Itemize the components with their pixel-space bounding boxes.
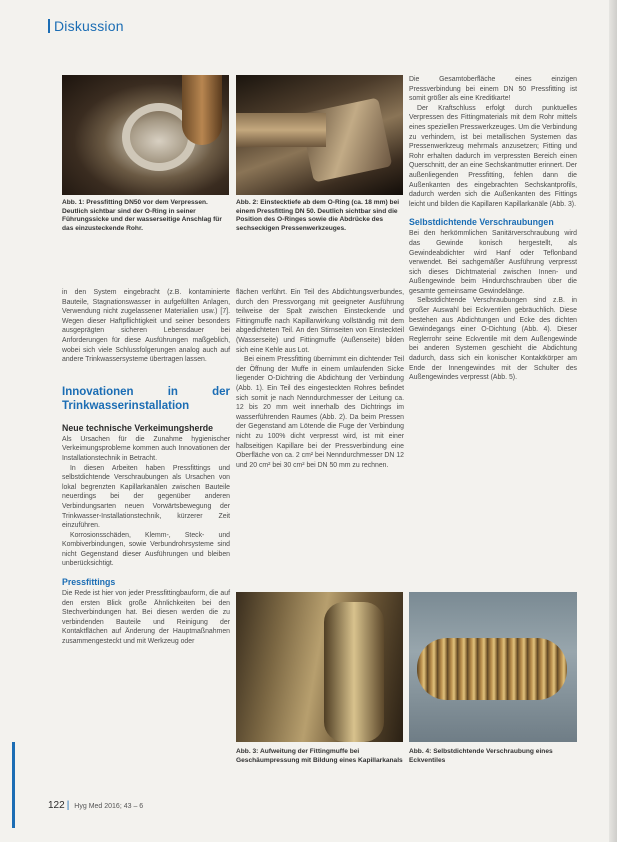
paragraph: Als Ursachen für die Zunahme hygienischer Verkeimungsprobleme kommen auch Innovationen der Installationstechnik in Betracht.: [62, 435, 230, 462]
figure-3-photo: [236, 592, 403, 742]
copper-pipe: [182, 75, 222, 145]
paragraph: In diesen Arbeiten haben Pressfittings und selbstdichtende Verschraubungen als Ursachen von lokal begrenzten Kapillarkanälen zwischen Bauteile neuerdings bei der gegenüber anderen Verbindungsarten neuen Vorwärtsbewegung der Trinkwasser-Installationstechnik, kürzerer Zeit einzuführen.: [62, 464, 230, 530]
paragraph: Die Gesamtoberfläche eines einzigen Pressverbindung bei einem DN 50 Pressfitting ist somit größer als eine Kreditkarte!: [409, 76, 577, 103]
paragraph: Bei einem Pressfitting übernimmt ein dichtender Teil der Öffnung der Muffe in einem umlaufenden Sicke liegender O-Dichtring die Abdichtung der Verbindung (Abb. 1). Ein Teil des eingesteckten Rohres befindet sich somit je nach Nenndurchmesser der Leitung ca. 12 bis 20 mm weit innerhalb des Dichtrings im wasserführenden Raumes (Abb. 2). Da beim Pressen der Gegenstand am Lötende die Fuge der Verbindung nicht zu 100% dicht verpresst wird, ist mit einer halbseitigen Kapillare bei der Pressverbindung eine Oberfläche von ca. 2 cm² bei Nenndurchmesser DN 12 und 20 cm² bei 30 cm² bei DN 50 mm zu rechnen.: [236, 356, 404, 469]
innovation-heading: Innovationen in der Trinkwasserinstallation: [62, 385, 230, 412]
heading-verkeimungsherde: Neue technische Verkeimungsherde: [62, 422, 214, 433]
paragraph: flächen verführt. Ein Teil des Abdichtungsverbundes, durch den Pressvorgang mit geeigneter Ausführung teilweise der Spalt zwischen Einsteckende und Fittingmuffe nach Kapillarwirkung vollständig mit dem abgedichteten Teil. An den Stirnseiten von Einsteckteil (Wasserseite) und Fittingmuffe (Außenseite) bilden sich eine Kehle aus Lot.: [236, 289, 404, 354]
figure-1-caption: Abb. 1: Pressfitting DN50 vor dem Verpressen. Deutlich sichtbar sind der O-Ring in seiner Führungssicke und der wasserseitige Anschlag für das einzusteckende Rohr.: [62, 199, 222, 232]
column-2: [236, 288, 404, 470]
footer-bar: [12, 742, 15, 828]
paragraph: Bei den herkömmlichen Sanitärverschraubung wird das Gewinde konisch hergestellt, als Gewindeabdichter wird Hanf oder Teflonband verwendet. Bei sachgemäßer Ausführung verpresst sich dieses Dichtmaterial zwischen Innen- und Außengewinde beim Hindurchschrauben über die gesamte gemeinsame Gewindelänge.: [409, 230, 577, 295]
fitting-sleeve: [324, 602, 384, 742]
col1-intro: in den System eingebracht (z.B. kontaminierte Bauteile, Stagnationswasser in aufgefüllten Anlagen, Verwendung nicht zugelassener Materialien usw.) [7]. Wegen dieser Haftpflichtigkeit und seiner besonders ausgeprägten sicheren Lebensdauer bei Anforderungen für diese Ausführungen maßgeblich, wobei sich viele Schlussfolgerungen analog auch auf andere Trinkwassersysteme übertragen lassen.: [62, 289, 230, 364]
figure-4-caption: Abb. 4: Selbstdichtende Verschraubung eines Eckventiles: [409, 748, 553, 764]
paragraph: Korrosionsschäden, Klemm-, Steck- und Kombiverbindungen, sowie Verbundrohrsysteme sind nicht Gegenstand dieser Ausführungen und bleiben unberücksichtigt.: [62, 531, 230, 568]
section-title: Diskussion: [54, 18, 124, 34]
heading-pressfittings: Pressfittings: [62, 577, 116, 588]
paragraph: Die Rede ist hier von jeder Pressfittingbauform, die auf den ersten Blick große Ähnlichkeiten bei den Stechverbindungen hat. Bei diesen werden die zu verbindenden Bauteile und Reinigung der Kontaktflächen auf Änderung der Hauptmaßnahmen zusammengesteckt und mit Werkzeug oder: [62, 590, 230, 646]
section-label: [48, 18, 124, 34]
valve-thread: [417, 638, 567, 700]
pipe-end: [236, 113, 326, 147]
paragraph: Der Kraftschluss erfolgt durch punktuelles Verpressen des Fittingmaterials mit dem Rohr mittels eines speziellen Presswerkzeuges. Um die Verbindung zu verhindern, ist bei metallischen Systemen das Pressenwerkzeug mehrmals anzusetzen; Fitting und Rohr erhalten dadurch im verpressten Bereich einen Querschnitt, der an eine Sechskantmutter erinnert. Der außenliegenden Pressfitting, fehlen dann die Außenkanten des eingebrachten Sechskantprofils, dadurch werden sich die Außenkanten des Fittings leicht und bilden die Kapillaren Kapillarkanäle (Abb. 3).: [409, 104, 577, 208]
figure-2-photo: [236, 75, 403, 195]
section-bar: [48, 19, 50, 33]
column-1: [62, 288, 230, 647]
figure-3-caption: Abb. 3: Aufweitung der Fittingmuffe bei Geschäumpressung mit Bildung eines Kapillarkanals: [236, 748, 403, 764]
paragraph: Selbstdichtende Verschraubungen sind z.B. in großer Auswahl bei Eckventilen gebräuchlich. Diese bestehen aus Abdichtungen und Ecke des dichten Gewindegangs einer O-Dichtung (Abb. 4). Dieser Reglerrohr seine Eckventile mit dem Außengewinde bei anderen Systemen geschieht die Abdichtung dadurch, dass sich ein konischer Kontaktkörper am Ende der Innengewindes mit der Schulter des Außengewindes verpresst (Abb. 5).: [409, 297, 577, 382]
footer: [48, 800, 143, 811]
figure-1-photo: [62, 75, 229, 195]
figure-2-caption: Abb. 2: Einstecktiefe ab dem O-Ring (ca. 18 mm) bei einem Pressfitting DN 50. Deutlich sichtbar sind die Position des O-Ringes sowie die Abdrücke des sechseckigen Pressenwerkzeuges.: [236, 199, 400, 232]
column-3: [409, 75, 577, 383]
footer-separator: |: [66, 800, 70, 811]
figure-4-photo: [409, 592, 577, 742]
page-edge: [609, 0, 617, 842]
heading-verschraubungen: Selbstdichtende Verschraubungen: [409, 217, 554, 228]
page-number: 122: [48, 800, 65, 811]
journal-citation: Hyg Med 2016; 43 – 6: [74, 803, 144, 810]
